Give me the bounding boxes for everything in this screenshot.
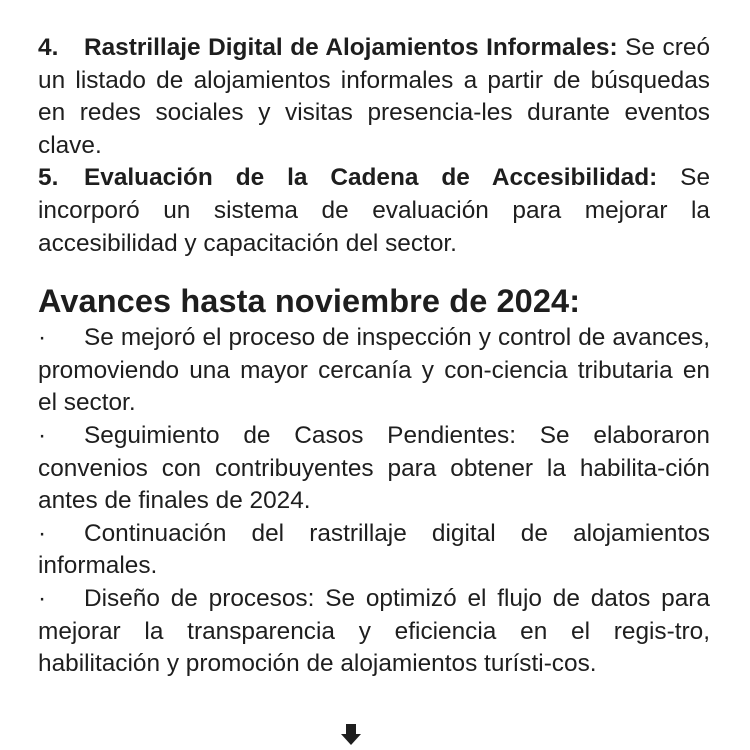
arrow-down-icon	[339, 722, 363, 746]
numbered-item	[38, 32, 710, 162]
document-page	[38, 32, 710, 681]
bullet-text: Continuación del rastrillaje digital de alojamientos informales.	[38, 519, 710, 580]
item-title: Evaluación de la Cadena de Accesibilidad:	[84, 164, 658, 192]
numbered-item	[38, 162, 710, 260]
bullet-item	[38, 420, 710, 518]
bullet-icon: ·	[38, 519, 47, 547]
bullet-icon: ·	[38, 421, 47, 449]
bullet-list	[38, 322, 710, 681]
bullet-icon: ·	[38, 324, 47, 352]
item-number: 4.	[38, 34, 59, 61]
bullet-text: Diseño de procesos: Se optimizó el flujo de datos para mejorar la transparencia y eficiencia en el regis-tro, habilitación y promoción de alojamientos turísti-cos.	[38, 584, 710, 678]
bullet-item	[38, 322, 710, 420]
item-number: 5.	[38, 164, 59, 192]
bullet-text: Se mejoró el proceso de inspección y control de avances, promoviendo una mayor cercanía y con-ciencia tributaria en el sector.	[38, 324, 710, 417]
bullet-text: Seguimiento de Casos Pendientes: Se elaboraron convenios con contribuyentes para obtener la habilita-ción antes de finales de 2024.	[38, 421, 710, 515]
bullet-item	[38, 518, 710, 583]
bullet-icon: ·	[38, 584, 47, 612]
numbered-list	[38, 32, 710, 260]
item-text: Se incorporó un sistema de evaluación para mejorar la accesibilidad y capacitación del sector.	[38, 164, 711, 257]
bullet-item	[38, 583, 710, 681]
section-heading: Avances hasta noviembre de 2024:	[38, 283, 581, 320]
item-text: Se creó un listado de alojamientos informales a partir de búsquedas en redes sociales y visitas presencia-les durante eventos clave.	[38, 34, 711, 159]
item-title: Rastrillaje Digital de Alojamientos Informales:	[84, 34, 618, 61]
